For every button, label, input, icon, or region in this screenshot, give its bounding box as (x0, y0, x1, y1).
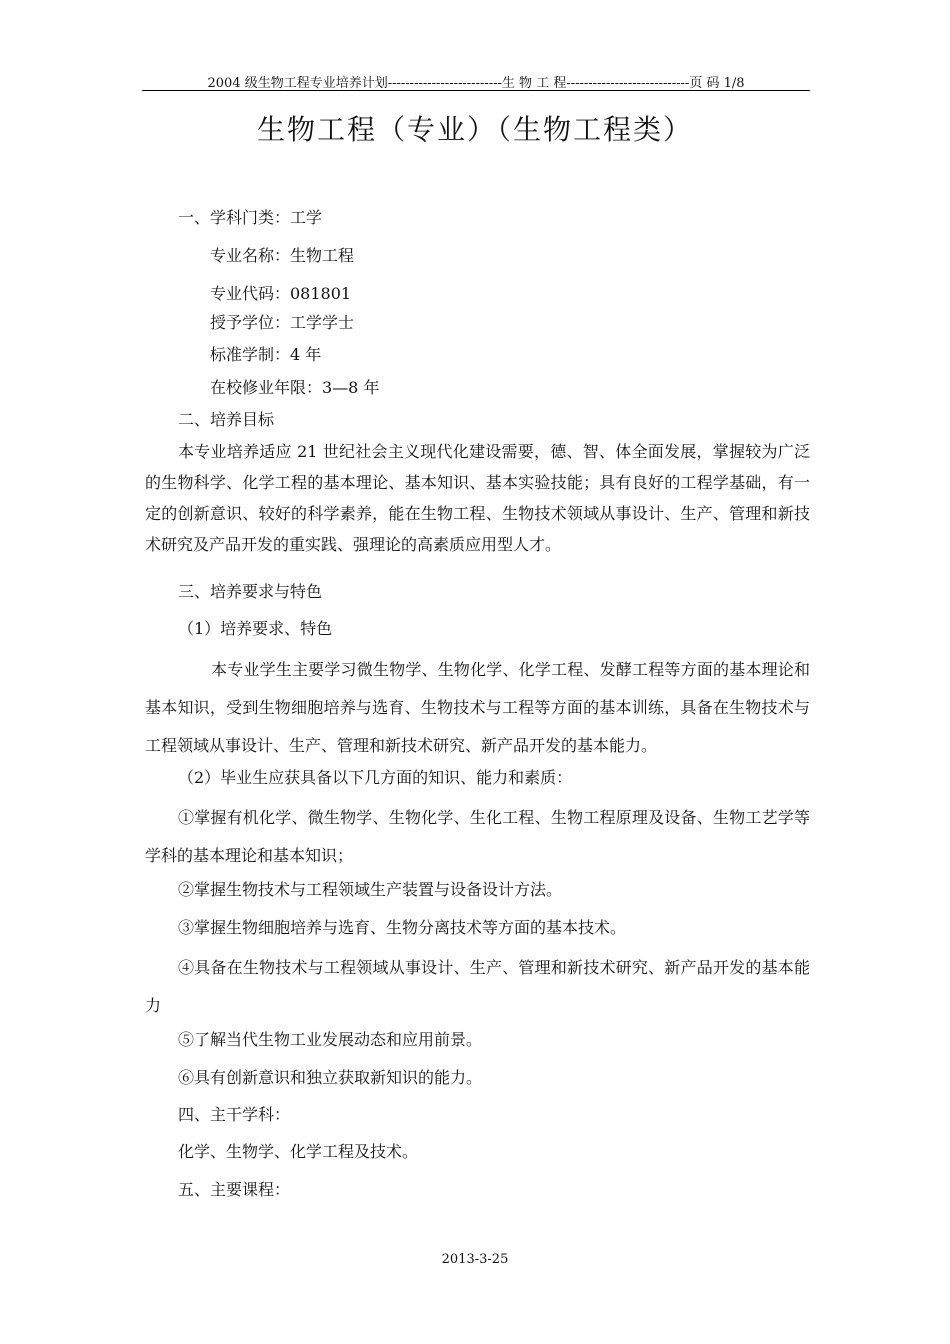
requirement-item-6: ⑥具有创新意识和独立获取新知识的能力。 (178, 1068, 483, 1087)
requirements-paragraph: 本专业学生主要学习微生物学、生物化学、化学工程、发酵工程等方面的基本理论和基本知识，受到生物细胞培养与选育、生物技术与工程等方面的基本训练，具备在生物技术与工程领域从事设计、生产、管理和新技术研究、新产品开发的基本能力。 (145, 660, 810, 755)
study-years-range: 在校修业年限：3—8 年 (210, 378, 380, 397)
section-3-heading: 三、培养要求与特色 (178, 582, 323, 601)
requirement-item-5: ⑤了解当代生物工业发展动态和应用前景。 (178, 1030, 483, 1049)
standard-duration: 标准学制：4 年 (210, 345, 322, 364)
section-4-heading: 四、主干学科： (178, 1105, 291, 1124)
subsection-1-heading: （1）培养要求、特色 (178, 619, 333, 638)
core-disciplines: 化学、生物学、化学工程及技术。 (178, 1142, 419, 1161)
major-code: 专业代码：081801 (210, 284, 352, 303)
header-rule (142, 90, 810, 91)
page-header: 2004 级生物工程专业培养计划--------------------------生 物 工 程----------------------------页 码 1/8 (207, 76, 745, 91)
subsection-2-heading: （2）毕业生应获具备以下几方面的知识、能力和素质： (178, 768, 573, 787)
requirement-item-1: ①掌握有机化学、微生物学、生物化学、生化工程、生物工程原理及设备、生物工艺学等学科的基本理论和基本知识； (145, 808, 810, 865)
requirement-item-2: ②掌握生物技术与工程领域生产装置与设备设计方法。 (178, 880, 563, 899)
major-name: 专业名称：生物工程 (210, 246, 355, 265)
document-title: 生物工程（专业）（生物工程类） (256, 113, 693, 146)
section-5-heading: 五、主要课程： (178, 1180, 291, 1199)
requirement-item-3: ③掌握生物细胞培养与选育、生物分离技术等方面的基本技术。 (178, 918, 627, 937)
section-2-heading: 二、培养目标 (178, 410, 275, 429)
training-objective-paragraph: 本专业培养适应 21 世纪社会主义现代化建设需要，德、智、体全面发展，掌握较为广泛的生物科学、化学工程的基本理论、基本知识、基本实验技能；具有良好的工程学基础，有一定的创新意识、较好的科学素养，能在生物工程、生物技术领域从事设计、生产、管理和新技术研究及产品开发的重实践、强理论的高素质应用型人才。 (145, 442, 810, 554)
degree-awarded: 授予学位：工学学士 (210, 313, 355, 332)
requirement-item-4: ④具备在生物技术与工程领域从事设计、生产、管理和新技术研究、新产品开发的基本能力 (145, 958, 810, 1015)
footer-date: 2013-3-25 (441, 1252, 509, 1267)
section-1-heading: 一、学科门类：工学 (178, 208, 323, 227)
